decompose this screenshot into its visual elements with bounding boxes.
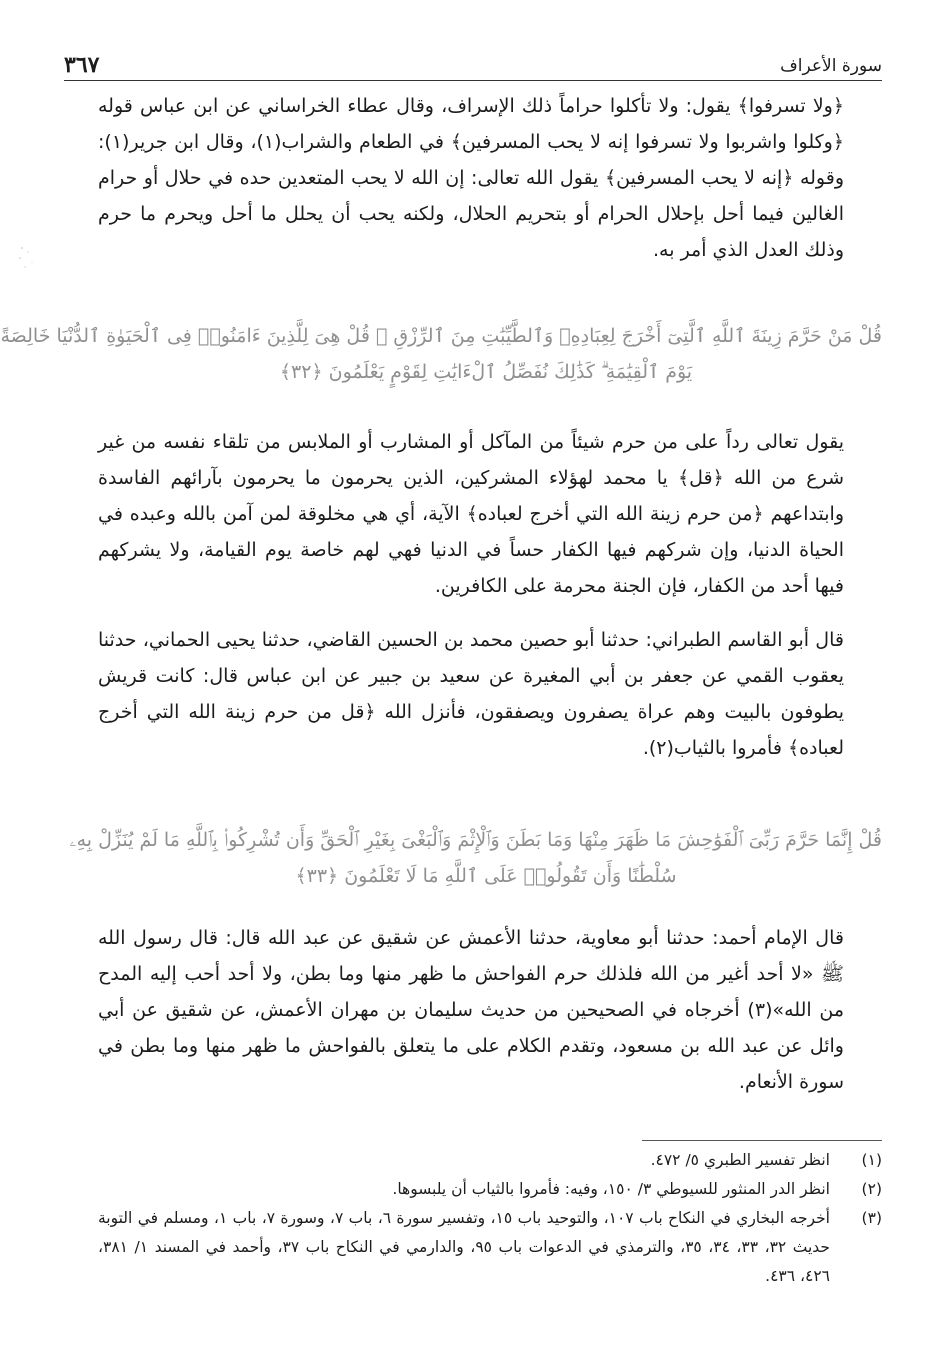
- running-header: [64, 44, 882, 81]
- verse-line: يَوْمَ ٱلْقِيَٰمَةِ ۗ كَذَٰلِكَ نُفَصِّلُ ٱلْءَايَٰتِ لِقَوْمٍ يَعْلَمُونَ ﴿٣٢﴾: [279, 361, 693, 383]
- page-number: ٣٦٧: [64, 52, 100, 78]
- scan-speck-marks: [12, 240, 52, 280]
- paragraph-text: ﴿ولا تسرفوا﴾ يقول: ولا تأكلوا حراماً ذلك الإسراف، وقال عطاء الخراساني عن ابن عباس قوله ﴿وكلوا واشربوا ولا تسرفوا إنه لا يحب المسرفين﴾ في الطعام والشراب(١)، وقال ابن جرير(١): وقوله ﴿إنه لا يحب المسرفين﴾ يقول الله تعالى: إن الله لا يحب المتعدين حده في حلال أو حرام الغالين فيما أحل بإحلال الحرام أو بتحريم الحلال، ولكنه يحب أن يحلل ما أحل ويحرم ما حرم وذلك العدل الذي أمر به.: [98, 95, 844, 261]
- footnote-text: أخرجه البخاري في النكاح باب ١٠٧، والتوحيد باب ١٥، وتفسير سورة ٦، باب ٧، وسورة ٧، باب ١، ومسلم في التوبة حديث ٣٢، ٣٣، ٣٤، ٣٥، والترمذي في الدعوات باب ٩٥، والدارمي في النكاح باب ٣٧، وأحمد في المسند ١/ ٣٨١، ٤٢٦، ٤٣٦.: [98, 1209, 831, 1285]
- quran-verse-33: [69, 822, 882, 894]
- footnote-text: انظر الدر المنثور للسيوطي ٣/ ١٥٠، وفيه: فأمروا بالثياب أن يلبسوها.: [392, 1180, 830, 1198]
- footnote-item: [98, 1175, 882, 1204]
- paragraph-text: قال الإمام أحمد: حدثنا أبو معاوية، حدثنا الأعمش عن شقيق عن عبد الله قال: قال رسول الله ﷺ «لا أحد أغير من الله فلذلك حرم الفواحش ما ظهر منها وما بطن، ولا أحد أحب إليه المدح من الله»(٣) أخرجاه في الصحيحين من حديث سليمان بن مهران الأعمش، عن شقيق عن أبي وائل عن عبد الله بن مسعود، وتقدم الكلام على ما يتعلق بالفواحش ما ظهر منها وما بطن في سورة الأنعام.: [98, 927, 844, 1093]
- verse-line: قُلْ مَنْ حَرَّمَ زِينَةَ ٱللَّهِ ٱلَّتِىٓ أَخْرَجَ لِعِبَادِهِۦ وَٱلطَّيِّبَٰتِ مِنَ ٱلرِّزْقِ ۚ قُلْ هِىَ لِلَّذِينَ ءَامَنُوا۟ فِى ٱلْحَيَوٰةِ ٱلدُّنْيَا خَالِصَةً: [0, 325, 882, 347]
- footnote-item: [98, 1146, 882, 1175]
- paragraph-commentary-zinah: [98, 424, 844, 604]
- footnote-number: (٣): [861, 1209, 882, 1227]
- paragraph-ahmad-hadith: [98, 920, 844, 1100]
- paragraph-text: قال أبو القاسم الطبراني: حدثنا أبو حصين محمد بن الحسين القاضي، حدثنا يحيى الحماني، حدثنا يعقوب القمي عن جعفر بن أبي المغيرة عن سعيد بن جبير عن ابن عباس قال: كانت قريش يطوفون بالبيت وهم عراة يصفرون ويصفقون، فأنزل الله ﴿قل من حرم زينة الله التي أخرج لعباده﴾ فأمروا بالثياب(٢).: [98, 629, 844, 759]
- quran-verse-32: [0, 318, 882, 390]
- paragraph-tafsir-israf: [98, 88, 844, 268]
- paragraph-tabarani-narration: [98, 622, 844, 766]
- verse-line: قُلْ إِنَّمَا حَرَّمَ رَبِّىَ ٱلْفَوَٰحِشَ مَا ظَهَرَ مِنْهَا وَمَا بَطَنَ وَٱلْإِثْمَ وَٱلْبَغْىَ بِغَيْرِ ٱلْحَقِّ وَأَن تُشْرِكُوا۟ بِٱللَّهِ مَا لَمْ يُنَزِّلْ بِهِۦ: [69, 829, 882, 851]
- surah-title: سورة الأعراف: [780, 56, 882, 76]
- footnote-number: (٢): [861, 1180, 882, 1198]
- footnote-number: (١): [861, 1151, 882, 1169]
- footnote-separator: [642, 1140, 882, 1141]
- footnote-item: [98, 1204, 882, 1291]
- paragraph-text: يقول تعالى رداً على من حرم شيئاً من المآكل أو المشارب أو الملابس من تلقاء نفسه من غير شرع من الله ﴿قل﴾ يا محمد لهؤلاء المشركين، الذين يحرمون ما يحرمون بآرائهم الفاسدة وابتداعهم ﴿من حرم زينة الله التي أخرج لعباده﴾ الآية، أي هي مخلوقة لمن آمن بالله وعبده في الحياة الدنيا، وإن شركهم فيها الكفار حساً في الدنيا فهي لهم خاصة يوم القيامة، ولا يشركهم فيها أحد من الكفار، فإن الجنة محرمة على الكافرين.: [98, 431, 844, 597]
- footnote-text: انظر تفسير الطبري ٥/ ٤٧٢.: [650, 1151, 830, 1169]
- footnotes: [98, 1146, 882, 1291]
- verse-line: سُلْطَٰنًا وَأَن تَقُولُوا۟ عَلَى ٱللَّهِ مَا لَا تَعْلَمُونَ ﴿٣٣﴾: [295, 865, 677, 887]
